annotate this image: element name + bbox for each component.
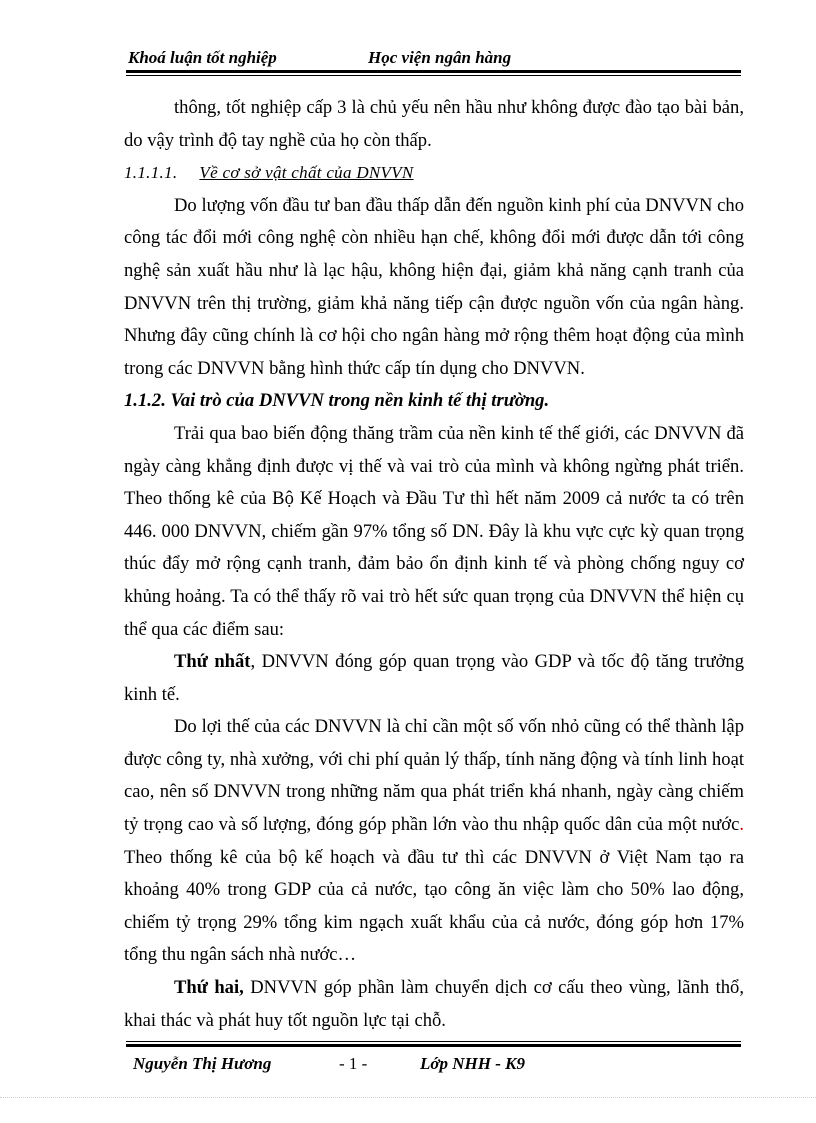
advantage-text-a: Do lợi thế của các DNVVN là chỉ cần một số vốn nhỏ cũng có thể thành lập được công ty, nhà xưởng, với chi phí quản lý thấp, tính năng động và tính linh hoạt cao, nên số DNVVN trong những năm qua phát triển khá nhanh, ngày càng chiếm tỷ trọng cao và số lượng, đóng góp phần lớn vào thu nhập quốc dân của một nước	[124, 716, 744, 836]
first-point-text: , DNVVN đóng góp quan trọng vào GDP và tốc độ tăng trưởng kinh tế.	[124, 651, 745, 705]
page-footer	[133, 1054, 733, 1078]
subsection-title: Về cơ sở vật chất của DNVVN	[199, 163, 414, 183]
class-label: Lớp NHH - K9	[420, 1054, 525, 1073]
red-period: .	[739, 814, 744, 836]
first-point-label: Thứ nhất	[174, 651, 251, 673]
page-header	[126, 48, 741, 70]
header-right-text: Học viện ngân hàng	[368, 48, 512, 67]
paragraph-continuation: thông, tốt nghiệp cấp 3 là chủ yếu nên hầu như không được đào tạo bài bản, do vậy trình độ tay nghề của họ còn thấp.	[124, 97, 744, 151]
header-left-text: Khoá luận tốt nghiệp	[128, 48, 277, 67]
advantage-text-b: Theo thống kê của bộ kế hoạch và đầu tư thì các DNVVN ở Việt Nam tạo ra khoảng 40% trong GDP của cả nước, tạo công ăn việc làm cho 50% lao động, chiếm tỷ trọng 29% tổng kim ngạch xuất khẩu của cả nước, đóng góp hơn 17% tổng thu ngân sách nhà nước…	[124, 846, 744, 966]
document-body	[124, 92, 744, 1037]
author-name: Nguyễn Thị Hương	[133, 1054, 272, 1073]
second-point-label: Thứ hai,	[174, 977, 244, 999]
subsection-heading	[124, 157, 744, 190]
page-bottom-dotted-line	[0, 1097, 816, 1098]
paragraph-second-point	[124, 972, 744, 1037]
section-heading: 1.1.2. Vai trò của DNVVN trong nền kinh tế thị trường.	[124, 390, 550, 412]
second-point-text: DNVVN góp phần làm chuyển dịch cơ cấu theo vùng, lãnh thổ, khai thác và phát huy tốt nguồn lực tại chỗ.	[124, 977, 744, 1031]
subsection-number: 1.1.1.1.	[124, 163, 178, 183]
header-rule-thick	[126, 70, 741, 73]
paragraph-first-point	[124, 646, 744, 711]
footer-rule-thick	[126, 1044, 741, 1047]
paragraph-facilities: Do lượng vốn đầu tư ban đầu thấp dẫn đến nguồn kinh phí của DNVVN cho công tác đổi mới công nghệ còn nhiều hạn chế, không đổi mới được dẫn tới công nghệ sản xuất hầu như là lạc hậu, không hiện đại, giảm khả năng cạnh tranh của DNVVN trên thị trường, giảm khả năng tiếp cận được nguồn vốn của ngân hàng. Nhưng đây cũng chính là cơ hội cho ngân hàng mở rộng thêm hoạt động của mình trong các DNVVN bằng hình thức cấp tín dụng cho DNVVN.	[124, 194, 744, 379]
page-number: - 1 -	[339, 1054, 368, 1073]
footer-rule-thin	[126, 1041, 741, 1042]
paragraph-role: Trải qua bao biến động thăng trầm của nền kinh tế thế giới, các DNVVN đã ngày càng khẳng định được vị thế và vai trò của mình và không ngừng phát triển. Theo thống kê của Bộ Kế Hoạch và Đầu Tư thì hết năm 2009 cả nước ta có trên 446. 000 DNVVN, chiếm gần 97% tổng số DN. Đây là khu vực cực kỳ quan trọng thúc đẩy mở rộng cạnh tranh, đảm bảo ổn định kinh tế và phòng chống nguy cơ khủng hoảng. Ta có thể thấy rõ vai trò hết sức quan trọng của DNVVN thể hiện cụ thể qua các điểm sau:	[124, 422, 744, 640]
paragraph-advantage	[124, 711, 744, 972]
header-rule-thin	[126, 75, 741, 76]
